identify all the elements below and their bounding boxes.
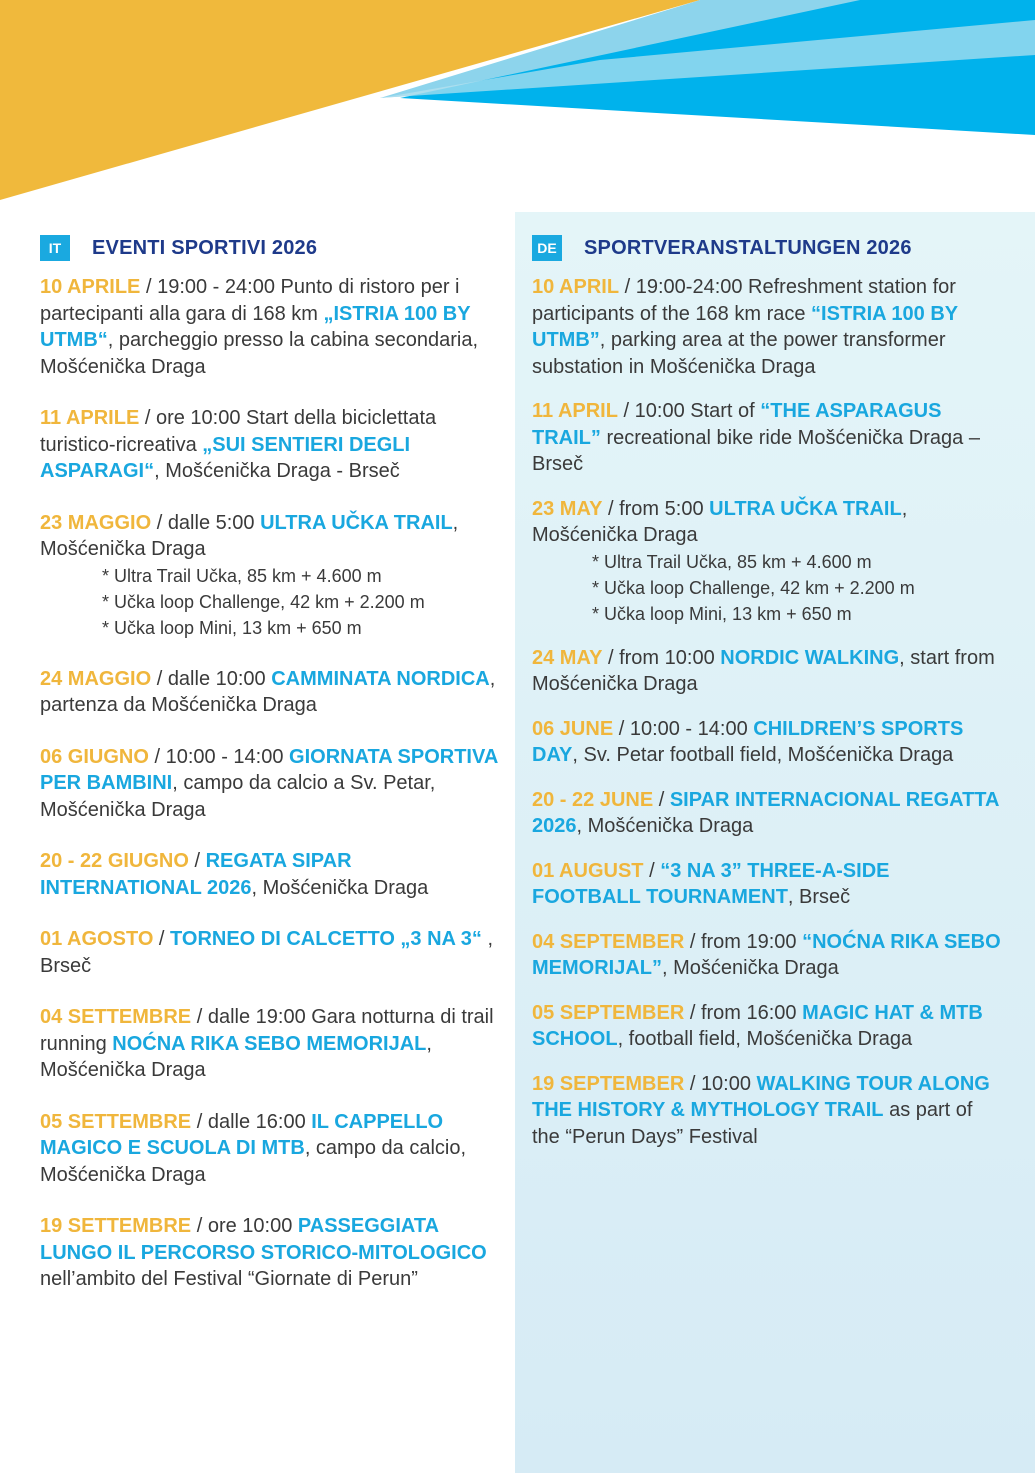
event-sub-item: * Učka loop Challenge, 42 km + 2.200 m [102,591,425,612]
event-item [40,1004,502,1084]
event-date: 20 - 22 GIUGNO [40,850,189,872]
event-text: nell’ambito del Festival “Giornate di Perun” [40,1268,418,1290]
event-text: from 5:00 [619,497,710,520]
event-separator: / [602,497,620,520]
event-text: , campo da calcio a Sv. Petar, Mošćenička Draga [40,772,436,821]
event-text: , Mošćenička Draga - Brseč [154,460,400,482]
event-text: 10:00 [700,1072,757,1095]
event-text: , Brseč [787,886,851,908]
event-sub-item: * Učka loop Challenge, 42 km + 2.200 m [592,577,915,598]
event-separator: / [619,276,636,298]
event-text: ore 10:00 Start della biciclettata turistico-ricreativa [40,407,437,456]
italian-header [40,232,502,264]
event-separator: / [139,407,156,429]
event-date: 11 APRILE [40,407,140,429]
event-separator: / [151,667,168,690]
event-date: 06 JUNE [532,717,614,740]
event-item [532,274,1002,380]
event-item [40,926,502,979]
banner-graphic [0,0,1035,215]
event-text: , Sv. Petar football field, Mošćenička Draga [572,744,954,766]
event-highlight: CHILDREN’S SPORTS DAY [532,717,964,766]
event-item [40,274,502,380]
event-item [532,716,1002,769]
german-header [532,232,1002,264]
event-text: from 19:00 [700,930,803,953]
event-item [40,1213,502,1293]
event-item [40,848,502,901]
event-highlight: PASSEGGIATA LUNGO IL PERCORSO STORICO-MITOLOGICO [40,1215,487,1264]
event-text: as part of the “Perun Days” Festival [532,1099,973,1148]
german-column [532,232,1002,1168]
event-text: , Mošćenička Draga [40,1032,432,1081]
event-highlight: WALKING TOUR ALONG THE HISTORY & MYTHOLOGY TRAIL [532,1072,990,1121]
event-separator: / [653,788,670,811]
event-text: , Mošćenička Draga [40,511,459,560]
event-separator: / [684,1072,701,1095]
event-item [532,929,1002,982]
event-date: 23 MAGGIO [40,511,152,534]
event-separator: / [613,717,630,740]
event-text: 10:00 Start of [634,400,761,422]
event-sub-item: * Ultra Trail Učka, 85 km + 4.600 m [102,565,382,586]
event-text: , start from Mošćenička Draga [532,646,995,695]
event-sub-item: * Učka loop Mini, 13 km + 650 m [592,603,852,624]
event-date: 24 MAY [532,646,603,669]
event-text: from 10:00 [619,646,721,669]
event-separator: / [148,745,166,768]
event-text: recreational bike ride Mošćenička Draga – Brseč [532,426,980,475]
italian-column [40,232,502,1318]
event-text: from 16:00 [700,1001,803,1024]
event-text: , Mošćenička Draga [532,497,908,546]
event-item [532,398,1002,478]
event-separator: / [643,859,661,882]
event-date: 04 SEPTEMBER [532,930,685,953]
event-separator: / [153,928,171,950]
event-separator: / [191,1006,208,1028]
event-date: 23 MAY [532,497,603,520]
event-date: 06 GIUGNO [40,745,149,768]
event-highlight: “3 NA 3” THREE-A-SIDE FOOTBALL TOURNAMENT [532,859,890,908]
event-date: 01 AGOSTO [40,928,154,950]
event-text: , football field, Mošćenička Draga [617,1028,913,1050]
event-text: , parking area at the power transformer substation in Mošćenička Draga [532,329,946,378]
language-badge-it: IT [40,235,70,261]
event-text: 10:00 - 14:00 [629,717,754,740]
event-highlight: “ISTRIA 100 BY UTMB” [532,302,958,351]
event-text: , Brseč [40,928,494,977]
event-item [532,645,1002,698]
italian-section-title: EVENTI SPORTIVI 2026 [92,236,318,259]
event-item [532,1071,1002,1151]
event-date: 24 MAGGIO [40,667,152,690]
event-highlight: ULTRA UČKA TRAIL [260,511,453,534]
event-highlight: “NOĆNA RIKA SEBO MEMORIJAL” [532,930,1001,979]
event-date: 19 SETTEMBRE [40,1215,192,1237]
event-item [40,510,502,641]
event-text: 19:00 - 24:00 Punto di ristoro per i partecipanti alla gara di 168 km [40,276,460,325]
event-highlight: CAMMINATA NORDICA [271,667,490,690]
event-highlight: NOĆNA RIKA SEBO MEMORIJAL [112,1032,427,1055]
event-separator: / [191,1110,208,1133]
event-separator: / [188,850,206,872]
event-text: , Mošćenička Draga [576,815,754,837]
event-item [532,496,1002,627]
event-separator: / [191,1215,208,1237]
event-text: ore 10:00 [207,1215,298,1237]
event-text: , parcheggio presso la cabina secondaria, Mošćenička Draga [40,329,478,378]
event-date: 01 AUGUST [532,859,644,882]
event-highlight: NORDIC WALKING [720,646,900,669]
event-item [532,1000,1002,1053]
event-item [532,858,1002,911]
event-item [532,787,1002,840]
event-highlight: „SUI SENTIERI DEGLI ASPARAGI“ [40,433,411,482]
event-text: 19:00-24:00 Refreshment station for participants of the 168 km race [532,276,956,325]
event-separator: / [684,1001,701,1024]
event-item [40,405,502,485]
event-highlight: ULTRA UČKA TRAIL [709,497,902,520]
event-text: dalle 5:00 [167,511,261,534]
event-highlight: GIORNATA SPORTIVA PER BAMBINI [40,745,498,794]
event-highlight: TORNEO DI CALCETTO „3 NA 3“ [170,928,482,950]
event-separator: / [684,930,701,953]
event-highlight: SIPAR INTERNACIONAL REGATTA 2026 [532,788,999,837]
event-text: , campo da calcio, Mošćenička Draga [40,1137,467,1186]
event-date: 10 APRIL [532,276,620,298]
event-date: 19 SEPTEMBER [532,1072,685,1095]
event-text: dalle 10:00 [167,667,272,690]
event-text: , partenza da Mošćenička Draga [40,667,496,716]
language-badge-de: DE [532,235,562,261]
event-highlight: “THE ASPARAGUS TRAIL” [532,400,942,449]
event-date: 05 SEPTEMBER [532,1001,685,1024]
event-highlight: REGATA SIPAR INTERNATIONAL 2026 [40,850,352,899]
italian-event-list [40,274,502,1293]
event-item [40,744,502,824]
event-highlight: „ISTRIA 100 BY UTMB“ [40,302,471,351]
event-date: 04 SETTEMBRE [40,1006,192,1028]
event-sub-item: * Ultra Trail Učka, 85 km + 4.600 m [592,551,872,572]
event-sub-item: * Učka loop Mini, 13 km + 650 m [102,617,362,638]
event-text: dalle 16:00 [207,1110,312,1133]
event-highlight: IL CAPPELLO MAGICO E SCUOLA DI MTB [40,1110,444,1159]
event-separator: / [151,511,168,534]
event-separator: / [617,400,635,422]
event-text: , Mošćenička Draga [662,957,839,979]
event-text: , Mošćenička Draga [251,876,429,899]
event-date: 20 - 22 JUNE [532,788,654,811]
event-separator: / [140,276,158,298]
event-date: 10 APRILE [40,276,141,298]
event-text: dalle 19:00 Gara notturna di trail running [40,1006,494,1055]
german-section-title: SPORTVERANSTALTUNGEN 2026 [584,236,912,259]
event-date: 11 APRIL [532,400,618,422]
event-highlight: MAGIC HAT & MTB SCHOOL [532,1001,983,1050]
event-date: 05 SETTEMBRE [40,1110,192,1133]
event-item [40,666,502,719]
event-separator: / [602,646,620,669]
event-item [40,1109,502,1189]
event-text: 10:00 - 14:00 [165,745,290,768]
german-event-list [532,274,1002,1150]
